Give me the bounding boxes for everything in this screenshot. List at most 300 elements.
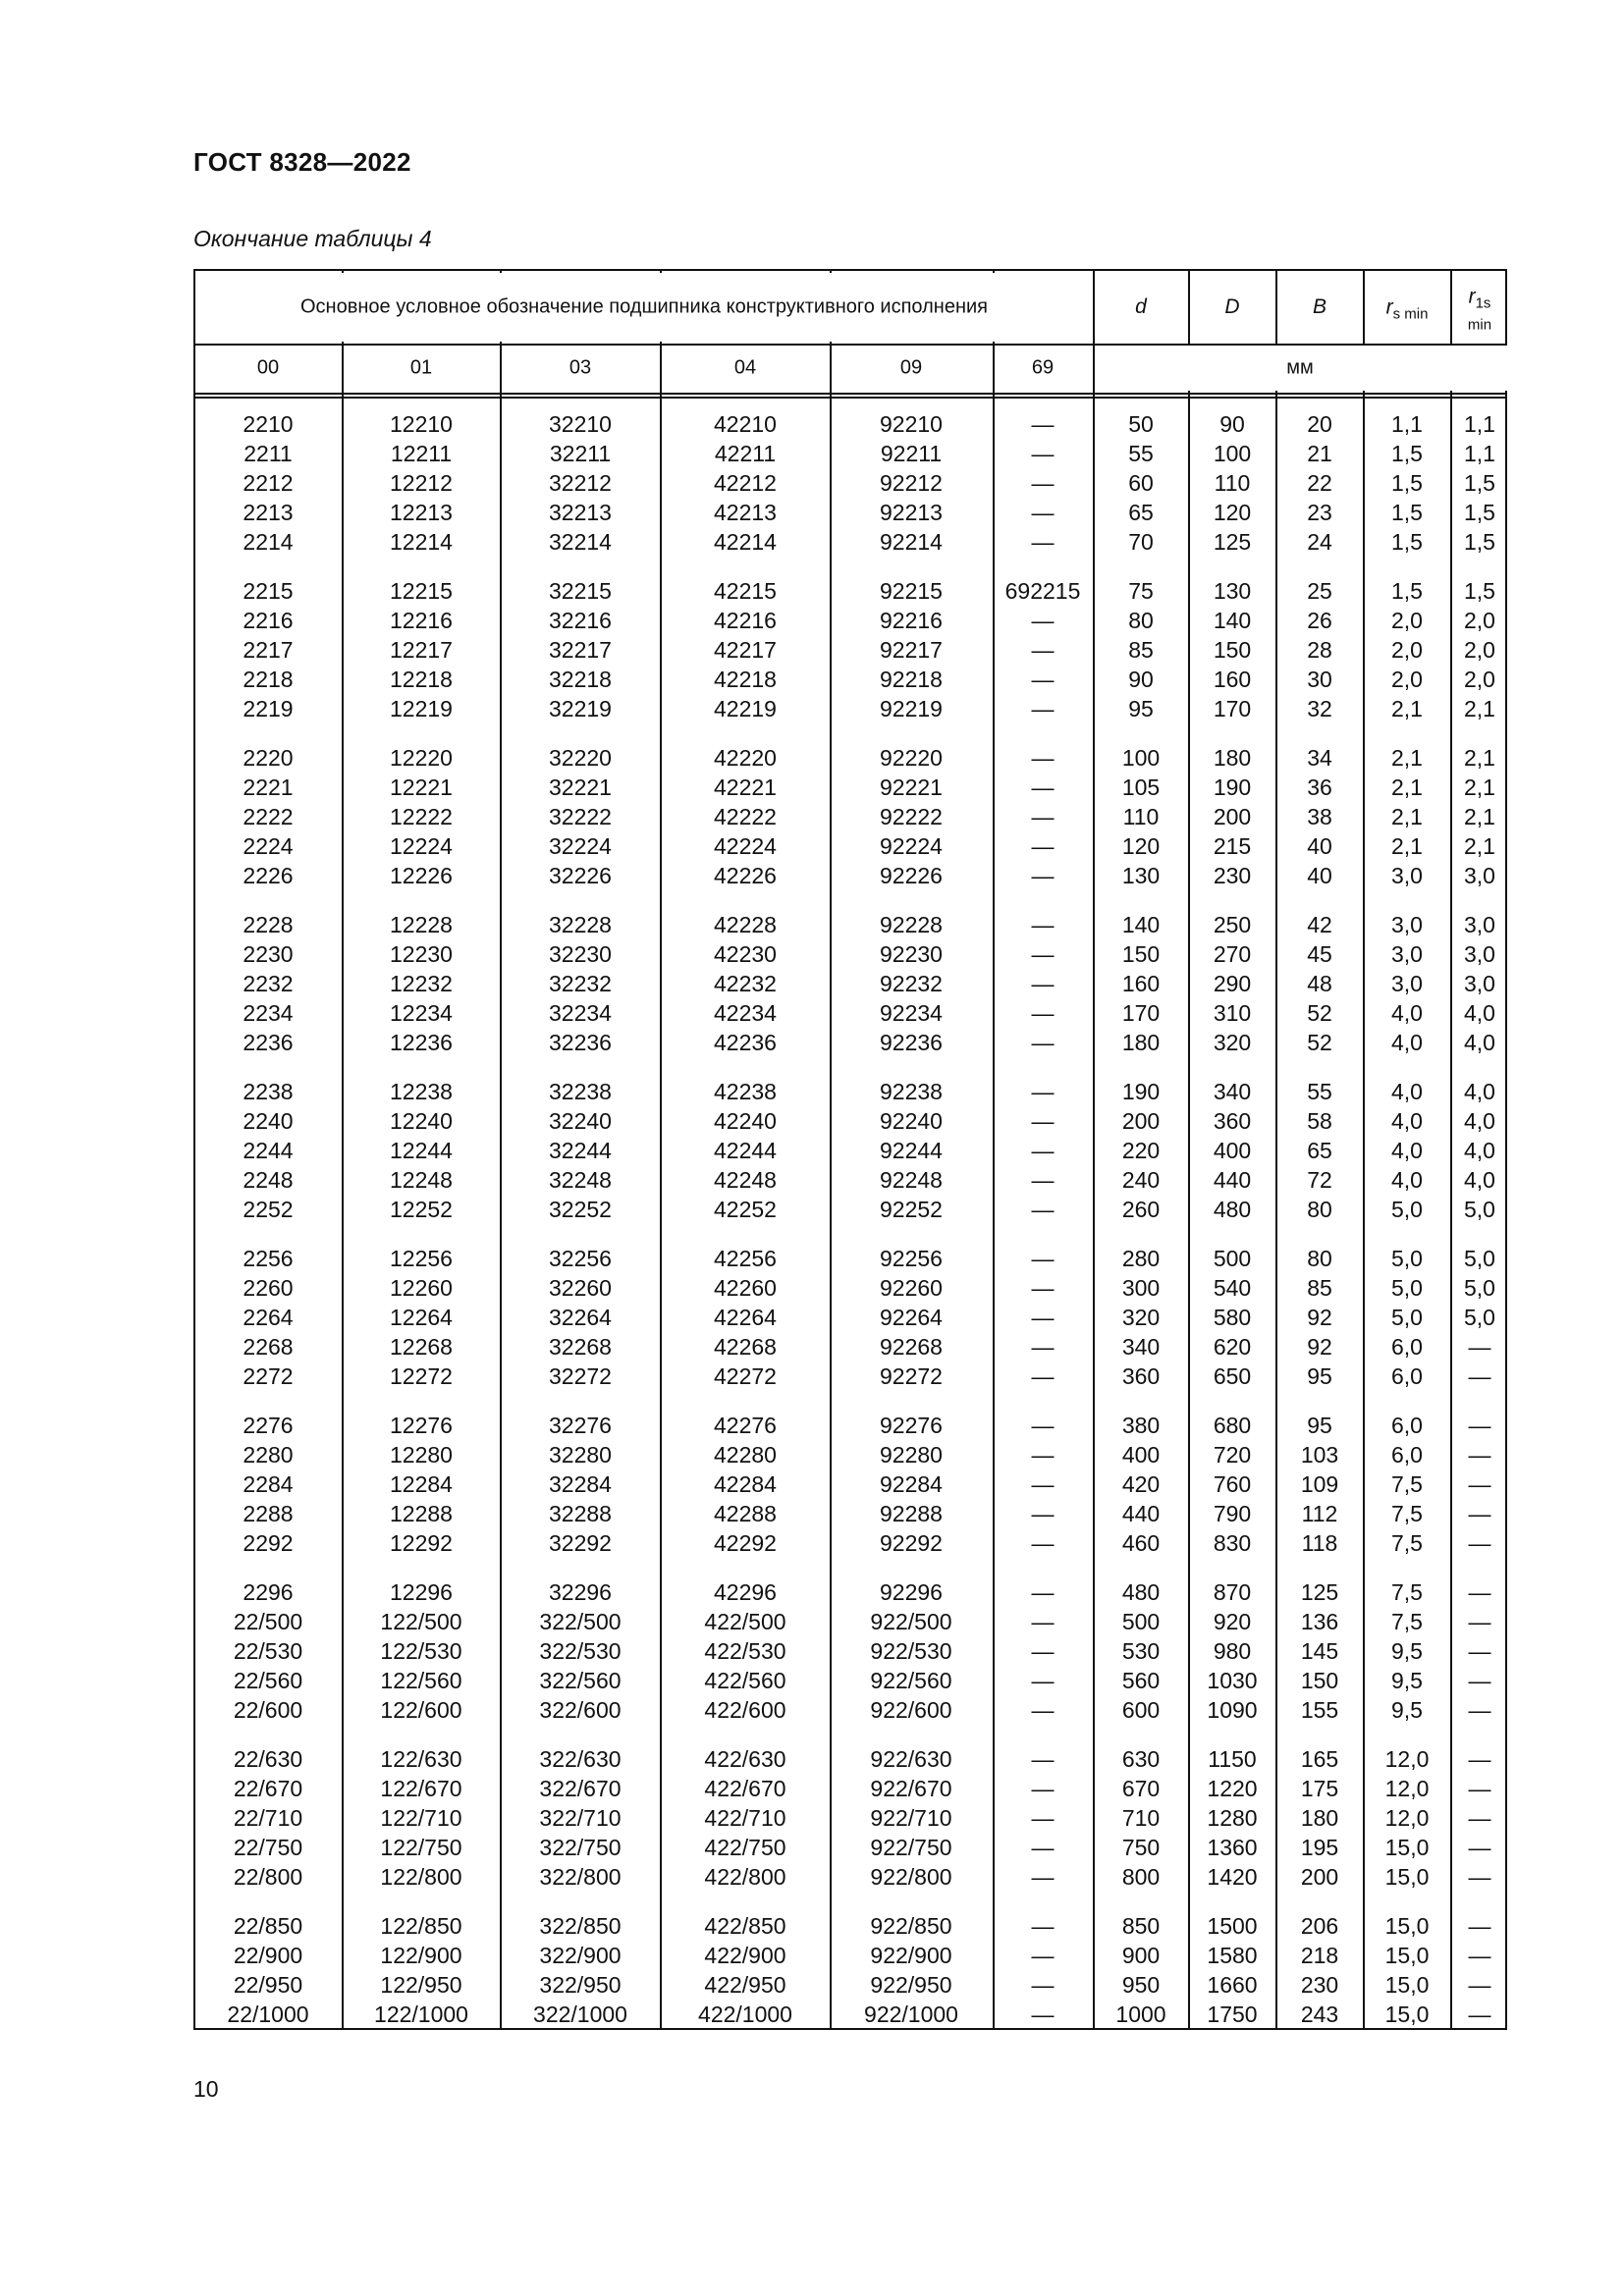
cell-c09: 922/500 bbox=[870, 1609, 952, 1634]
cell-r1s-min: 2,1 bbox=[1464, 745, 1495, 771]
cell-d: 160 bbox=[1121, 971, 1161, 996]
cell-B: 150 bbox=[1300, 1668, 1339, 1693]
table-row bbox=[195, 1106, 1505, 1136]
cell-c00: 2218 bbox=[243, 667, 294, 692]
cell-c03: 32215 bbox=[549, 578, 612, 604]
table-row bbox=[195, 2000, 1505, 2029]
cell-c04: 42244 bbox=[714, 1138, 777, 1163]
cell-D: 620 bbox=[1213, 1334, 1252, 1360]
cell-c03: 32214 bbox=[549, 529, 612, 555]
cell-c04: 42272 bbox=[714, 1363, 777, 1389]
cell-rs-min: 3,0 bbox=[1391, 941, 1423, 967]
cell-c69: — bbox=[1031, 804, 1055, 829]
cell-c03: 32210 bbox=[549, 411, 612, 437]
table-row bbox=[195, 665, 1505, 694]
cell-d: 900 bbox=[1121, 1943, 1161, 1968]
cell-d: 120 bbox=[1121, 833, 1161, 859]
cell-c09: 92211 bbox=[880, 441, 943, 466]
cell-D: 170 bbox=[1213, 696, 1252, 721]
cell-rs-min: 2,1 bbox=[1391, 774, 1423, 800]
cell-c01: 12238 bbox=[390, 1079, 453, 1104]
cell-r1s-min: 5,0 bbox=[1464, 1246, 1495, 1271]
cell-D: 140 bbox=[1213, 608, 1252, 633]
cell-d: 950 bbox=[1121, 1972, 1161, 1998]
table-row bbox=[195, 606, 1505, 635]
cell-c03: 32252 bbox=[549, 1197, 612, 1222]
cell-d: 480 bbox=[1121, 1579, 1161, 1605]
cell-B: 55 bbox=[1307, 1079, 1332, 1104]
cell-r1s-min: 1,5 bbox=[1464, 500, 1495, 525]
cell-c04: 422/600 bbox=[704, 1697, 786, 1723]
cell-c04: 42214 bbox=[714, 529, 777, 555]
cell-B: 136 bbox=[1300, 1609, 1339, 1634]
cell-c69: — bbox=[1031, 1530, 1055, 1556]
cell-d: 280 bbox=[1121, 1246, 1161, 1271]
table-row bbox=[195, 468, 1505, 498]
table-row bbox=[195, 1244, 1505, 1273]
cell-c01: 122/710 bbox=[380, 1805, 462, 1831]
cell-rs-min: 1,5 bbox=[1391, 470, 1423, 496]
cell-r1s-min: — bbox=[1468, 1609, 1491, 1634]
cell-c09: 92292 bbox=[880, 1530, 943, 1556]
cell-c00: 22/560 bbox=[233, 1668, 303, 1693]
cell-r1s-min: 3,0 bbox=[1464, 971, 1495, 996]
cell-r1s-min: — bbox=[1468, 1530, 1491, 1556]
cell-rs-min: 4,0 bbox=[1391, 1138, 1423, 1163]
cell-c00: 2248 bbox=[243, 1167, 294, 1193]
cell-c04: 422/750 bbox=[704, 1835, 786, 1860]
cell-c09: 92260 bbox=[880, 1275, 943, 1301]
cell-rs-min: 4,0 bbox=[1391, 1079, 1423, 1104]
cell-c01: 12224 bbox=[390, 833, 453, 859]
cell-B: 23 bbox=[1307, 500, 1332, 525]
cell-D: 1580 bbox=[1207, 1943, 1258, 1968]
cell-c04: 42211 bbox=[714, 441, 777, 466]
cell-B: 165 bbox=[1300, 1746, 1339, 1772]
cell-c00: 2280 bbox=[243, 1442, 294, 1468]
cell-c00: 2252 bbox=[243, 1197, 294, 1222]
cell-D: 360 bbox=[1213, 1108, 1252, 1134]
cell-c69: — bbox=[1031, 411, 1055, 437]
cell-c00: 2221 bbox=[243, 774, 294, 800]
cell-c03: 32256 bbox=[549, 1246, 612, 1271]
cell-r1s-min: 1,1 bbox=[1464, 411, 1495, 437]
cell-c01: 122/750 bbox=[380, 1835, 462, 1860]
cell-d: 85 bbox=[1128, 637, 1154, 663]
cell-c01: 122/500 bbox=[380, 1609, 462, 1634]
cell-c01: 12219 bbox=[390, 696, 453, 721]
cell-c03: 32288 bbox=[549, 1501, 612, 1526]
cell-c09: 92240 bbox=[880, 1108, 943, 1134]
cell-r1s-min: 3,0 bbox=[1464, 912, 1495, 937]
cell-c01: 12256 bbox=[390, 1246, 453, 1271]
cell-d: 800 bbox=[1121, 1864, 1161, 1890]
cell-c69: — bbox=[1031, 2002, 1055, 2027]
table-row bbox=[195, 1077, 1505, 1106]
cell-c00: 2230 bbox=[243, 941, 294, 967]
cell-c04: 422/500 bbox=[704, 1609, 786, 1634]
cell-c69: — bbox=[1031, 1079, 1055, 1104]
cell-B: 103 bbox=[1300, 1442, 1339, 1468]
table-row bbox=[195, 694, 1505, 723]
cell-c04: 42232 bbox=[714, 971, 777, 996]
cell-c00: 2210 bbox=[243, 411, 294, 437]
cell-c03: 322/750 bbox=[539, 1835, 622, 1860]
cell-c03: 32228 bbox=[549, 912, 612, 937]
dim-r1s-min-header: $r_{1s}$ bbox=[1468, 285, 1491, 312]
cell-c69: — bbox=[1031, 1943, 1055, 1968]
cell-c00: 22/530 bbox=[233, 1638, 303, 1664]
cell-rs-min: 4,0 bbox=[1391, 1030, 1423, 1055]
cell-c09: 92234 bbox=[880, 1000, 943, 1026]
table-row bbox=[195, 1636, 1505, 1666]
table-row bbox=[195, 1195, 1505, 1224]
cell-c04: 422/850 bbox=[704, 1913, 786, 1939]
cell-c01: 12230 bbox=[390, 941, 453, 967]
cell-D: 830 bbox=[1213, 1530, 1252, 1556]
cell-d: 70 bbox=[1128, 529, 1154, 555]
col-header-03: 03 bbox=[568, 356, 592, 379]
cell-rs-min: 4,0 bbox=[1391, 1167, 1423, 1193]
cell-B: 230 bbox=[1300, 1972, 1339, 1998]
units-label: мм bbox=[1286, 356, 1314, 379]
cell-rs-min: 1,5 bbox=[1391, 441, 1423, 466]
cell-c69: — bbox=[1031, 863, 1055, 888]
table-row bbox=[195, 1911, 1505, 1941]
cell-c69: — bbox=[1031, 971, 1055, 996]
cell-c01: 12217 bbox=[390, 637, 453, 663]
cell-c01: 122/850 bbox=[380, 1913, 462, 1939]
cell-r1s-min: — bbox=[1468, 1864, 1491, 1890]
cell-D: 310 bbox=[1213, 1000, 1252, 1026]
table-row bbox=[195, 1970, 1505, 2000]
cell-r1s-min: 1,1 bbox=[1464, 441, 1495, 466]
table-row bbox=[195, 1607, 1505, 1636]
cell-c04: 42219 bbox=[714, 696, 777, 721]
cell-c04: 42248 bbox=[714, 1167, 777, 1193]
table-row bbox=[195, 861, 1505, 890]
cell-c01: 12252 bbox=[390, 1197, 453, 1222]
cell-B: 180 bbox=[1300, 1805, 1339, 1831]
cell-c09: 92228 bbox=[880, 912, 943, 937]
table-row bbox=[195, 439, 1505, 468]
cell-r1s-min: — bbox=[1468, 1442, 1491, 1468]
cell-B: 58 bbox=[1307, 1108, 1332, 1134]
table-row bbox=[195, 831, 1505, 861]
cell-c00: 22/500 bbox=[233, 1609, 303, 1634]
cell-c03: 32244 bbox=[549, 1138, 612, 1163]
cell-rs-min: 15,0 bbox=[1384, 1835, 1430, 1860]
cell-rs-min: 1,5 bbox=[1391, 578, 1423, 604]
cell-c04: 42256 bbox=[714, 1246, 777, 1271]
cell-c09: 92236 bbox=[880, 1030, 943, 1055]
cell-c09: 92284 bbox=[880, 1471, 943, 1497]
cell-B: 65 bbox=[1307, 1138, 1332, 1163]
cell-r1s-min: — bbox=[1468, 1668, 1491, 1693]
cell-rs-min: 4,0 bbox=[1391, 1000, 1423, 1026]
cell-B: 36 bbox=[1307, 774, 1332, 800]
table-row bbox=[195, 1833, 1505, 1862]
cell-c04: 42221 bbox=[714, 774, 777, 800]
cell-r1s-min: 2,1 bbox=[1464, 804, 1495, 829]
cell-c69: — bbox=[1031, 667, 1055, 692]
cell-c69: — bbox=[1031, 1805, 1055, 1831]
dim-D-header: D bbox=[1224, 295, 1240, 318]
cell-c01: 12248 bbox=[390, 1167, 453, 1193]
cell-c01: 122/950 bbox=[380, 1972, 462, 1998]
cell-d: 300 bbox=[1121, 1275, 1161, 1301]
cell-c01: 12240 bbox=[390, 1108, 453, 1134]
cell-c03: 322/1000 bbox=[533, 2002, 627, 2027]
cell-c03: 32248 bbox=[549, 1167, 612, 1193]
cell-r1s-min: 2,0 bbox=[1464, 608, 1495, 633]
cell-c04: 42264 bbox=[714, 1305, 777, 1330]
col-header-04: 04 bbox=[733, 356, 757, 379]
cell-c01: 12210 bbox=[390, 411, 453, 437]
cell-D: 1030 bbox=[1207, 1668, 1258, 1693]
cell-d: 710 bbox=[1121, 1805, 1161, 1831]
table-row bbox=[195, 1577, 1505, 1607]
cell-c00: 22/850 bbox=[233, 1913, 303, 1939]
table-row bbox=[195, 1695, 1505, 1725]
cell-c09: 92252 bbox=[880, 1197, 943, 1222]
cell-D: 720 bbox=[1213, 1442, 1252, 1468]
cell-rs-min: 7,5 bbox=[1391, 1530, 1423, 1556]
header-rule bbox=[195, 393, 1505, 395]
cell-c04: 42218 bbox=[714, 667, 777, 692]
cell-c01: 122/900 bbox=[380, 1943, 462, 1968]
cell-rs-min: 3,0 bbox=[1391, 912, 1423, 937]
cell-c00: 2217 bbox=[243, 637, 294, 663]
cell-D: 180 bbox=[1213, 745, 1252, 771]
cell-r1s-min: 5,0 bbox=[1464, 1275, 1495, 1301]
cell-c00: 2234 bbox=[243, 1000, 294, 1026]
cell-r1s-min: — bbox=[1468, 1471, 1491, 1497]
cell-d: 80 bbox=[1128, 608, 1154, 633]
cell-c69: — bbox=[1031, 1108, 1055, 1134]
cell-c03: 32272 bbox=[549, 1363, 612, 1389]
cell-c04: 42230 bbox=[714, 941, 777, 967]
cell-c00: 2224 bbox=[243, 833, 294, 859]
cell-rs-min: 7,5 bbox=[1391, 1579, 1423, 1605]
cell-c04: 42236 bbox=[714, 1030, 777, 1055]
cell-c04: 42210 bbox=[714, 411, 777, 437]
cell-c00: 2256 bbox=[243, 1246, 294, 1271]
cell-r1s-min: — bbox=[1468, 1413, 1491, 1438]
dim-r1s-min-subscript: min bbox=[1467, 316, 1492, 334]
cell-rs-min: 6,0 bbox=[1391, 1334, 1423, 1360]
cell-rs-min: 3,0 bbox=[1391, 863, 1423, 888]
table-row bbox=[195, 1303, 1505, 1332]
cell-c09: 922/1000 bbox=[864, 2002, 958, 2027]
table-row bbox=[195, 1469, 1505, 1499]
cell-c09: 922/950 bbox=[870, 1972, 952, 1998]
cell-c04: 422/630 bbox=[704, 1746, 786, 1772]
cell-c00: 2284 bbox=[243, 1471, 294, 1497]
cell-B: 26 bbox=[1307, 608, 1332, 633]
cell-c04: 42280 bbox=[714, 1442, 777, 1468]
cell-c03: 32224 bbox=[549, 833, 612, 859]
cell-c69: — bbox=[1031, 696, 1055, 721]
cell-d: 670 bbox=[1121, 1776, 1161, 1801]
cell-c01: 122/670 bbox=[380, 1776, 462, 1801]
cell-c69: — bbox=[1031, 1000, 1055, 1026]
cell-c69: — bbox=[1031, 912, 1055, 937]
cell-c01: 12220 bbox=[390, 745, 453, 771]
cell-B: 22 bbox=[1307, 470, 1332, 496]
cell-c01: 12234 bbox=[390, 1000, 453, 1026]
table-row bbox=[195, 743, 1505, 773]
cell-B: 112 bbox=[1301, 1501, 1338, 1526]
cell-r1s-min: 4,0 bbox=[1464, 1000, 1495, 1026]
cell-r1s-min: — bbox=[1468, 1776, 1491, 1801]
cell-c04: 42224 bbox=[714, 833, 777, 859]
cell-c09: 92215 bbox=[880, 578, 943, 604]
cell-D: 160 bbox=[1213, 667, 1252, 692]
cell-D: 1090 bbox=[1207, 1697, 1258, 1723]
cell-D: 1360 bbox=[1207, 1835, 1258, 1860]
bearing-table bbox=[193, 269, 1507, 2030]
col-header-69: 69 bbox=[1031, 356, 1055, 379]
table-row bbox=[195, 1862, 1505, 1892]
cell-c09: 92248 bbox=[880, 1167, 943, 1193]
cell-c69: — bbox=[1031, 1864, 1055, 1890]
cell-c03: 32240 bbox=[549, 1108, 612, 1134]
cell-c03: 322/670 bbox=[539, 1776, 622, 1801]
table-row bbox=[195, 1332, 1505, 1362]
cell-c03: 32296 bbox=[549, 1579, 612, 1605]
cell-c09: 922/560 bbox=[870, 1668, 952, 1693]
table-row bbox=[195, 1528, 1505, 1558]
cell-D: 440 bbox=[1213, 1167, 1252, 1193]
cell-c00: 2238 bbox=[243, 1079, 294, 1104]
cell-c04: 422/670 bbox=[704, 1776, 786, 1801]
cell-c00: 2232 bbox=[243, 971, 294, 996]
cell-c00: 2276 bbox=[243, 1413, 294, 1438]
cell-c01: 122/530 bbox=[380, 1638, 462, 1664]
cell-c69: — bbox=[1031, 1413, 1055, 1438]
cell-B: 243 bbox=[1300, 2002, 1339, 2027]
cell-c03: 32280 bbox=[549, 1442, 612, 1468]
cell-d: 150 bbox=[1121, 941, 1161, 967]
cell-c09: 92230 bbox=[880, 941, 943, 967]
table-row bbox=[195, 910, 1505, 939]
cell-B: 80 bbox=[1307, 1197, 1332, 1222]
cell-c09: 92218 bbox=[880, 667, 943, 692]
cell-c03: 322/900 bbox=[539, 1943, 622, 1968]
cell-c09: 922/670 bbox=[870, 1776, 952, 1801]
cell-r1s-min: 4,0 bbox=[1464, 1030, 1495, 1055]
cell-c69: — bbox=[1031, 745, 1055, 771]
cell-d: 260 bbox=[1121, 1197, 1161, 1222]
cell-c03: 32212 bbox=[549, 470, 612, 496]
cell-B: 109 bbox=[1300, 1471, 1339, 1497]
cell-D: 100 bbox=[1213, 441, 1252, 466]
cell-c69: — bbox=[1031, 441, 1055, 466]
cell-D: 540 bbox=[1213, 1275, 1252, 1301]
cell-c09: 92238 bbox=[880, 1079, 943, 1104]
cell-d: 420 bbox=[1121, 1471, 1161, 1497]
cell-B: 175 bbox=[1300, 1776, 1339, 1801]
cell-D: 250 bbox=[1213, 912, 1252, 937]
cell-d: 630 bbox=[1121, 1746, 1161, 1772]
cell-B: 72 bbox=[1307, 1167, 1332, 1193]
cell-c03: 32264 bbox=[549, 1305, 612, 1330]
cell-D: 650 bbox=[1213, 1363, 1252, 1389]
cell-D: 125 bbox=[1213, 529, 1252, 555]
cell-c09: 92214 bbox=[880, 529, 943, 555]
cell-c09: 92220 bbox=[880, 745, 943, 771]
cell-c04: 42268 bbox=[714, 1334, 777, 1360]
cell-c69: — bbox=[1031, 1197, 1055, 1222]
cell-c03: 32236 bbox=[549, 1030, 612, 1055]
table-row bbox=[195, 1362, 1505, 1391]
cell-B: 48 bbox=[1307, 971, 1332, 996]
cell-c01: 12276 bbox=[390, 1413, 453, 1438]
cell-c69: — bbox=[1031, 1334, 1055, 1360]
cell-c01: 12280 bbox=[390, 1442, 453, 1468]
cell-c01: 12284 bbox=[390, 1471, 453, 1497]
cell-c01: 12296 bbox=[390, 1579, 453, 1605]
cell-c04: 42260 bbox=[714, 1275, 777, 1301]
cell-c03: 32217 bbox=[549, 637, 612, 663]
dim-d-header: d bbox=[1135, 295, 1147, 318]
cell-c09: 92222 bbox=[880, 804, 943, 829]
cell-rs-min: 7,5 bbox=[1391, 1471, 1423, 1497]
cell-D: 340 bbox=[1213, 1079, 1252, 1104]
cell-c03: 32220 bbox=[549, 745, 612, 771]
cell-c04: 422/560 bbox=[704, 1668, 786, 1693]
table-row bbox=[195, 498, 1505, 527]
cell-c03: 32219 bbox=[549, 696, 612, 721]
cell-D: 920 bbox=[1213, 1609, 1252, 1634]
cell-rs-min: 6,0 bbox=[1391, 1363, 1423, 1389]
cell-c69: — bbox=[1031, 1442, 1055, 1468]
cell-c01: 12244 bbox=[390, 1138, 453, 1163]
cell-c09: 92256 bbox=[880, 1246, 943, 1271]
cell-D: 760 bbox=[1213, 1471, 1252, 1497]
cell-d: 400 bbox=[1121, 1442, 1161, 1468]
cell-c04: 422/950 bbox=[704, 1972, 786, 1998]
cell-c00: 2214 bbox=[243, 529, 294, 555]
cell-c01: 12228 bbox=[390, 912, 453, 937]
cell-B: 95 bbox=[1307, 1363, 1332, 1389]
cell-D: 150 bbox=[1213, 637, 1252, 663]
cell-r1s-min: 5,0 bbox=[1464, 1197, 1495, 1222]
table-row bbox=[195, 1165, 1505, 1195]
cell-c04: 42215 bbox=[714, 578, 777, 604]
cell-D: 1750 bbox=[1207, 2002, 1258, 2027]
cell-c69: — bbox=[1031, 1609, 1055, 1634]
cell-c04: 42234 bbox=[714, 1000, 777, 1026]
cell-B: 92 bbox=[1307, 1305, 1332, 1330]
cell-c00: 2228 bbox=[243, 912, 294, 937]
cell-c00: 2260 bbox=[243, 1275, 294, 1301]
cell-c04: 422/710 bbox=[704, 1805, 786, 1831]
cell-c04: 42292 bbox=[714, 1530, 777, 1556]
cell-rs-min: 2,0 bbox=[1391, 667, 1423, 692]
cell-rs-min: 12,0 bbox=[1384, 1746, 1430, 1772]
cell-d: 55 bbox=[1128, 441, 1154, 466]
cell-d: 65 bbox=[1128, 500, 1154, 525]
cell-c00: 2212 bbox=[243, 470, 294, 496]
cell-B: 42 bbox=[1307, 912, 1332, 937]
cell-c01: 122/1000 bbox=[374, 2002, 468, 2027]
cell-r1s-min: 4,0 bbox=[1464, 1079, 1495, 1104]
cell-c00: 2236 bbox=[243, 1030, 294, 1055]
cell-B: 38 bbox=[1307, 804, 1332, 829]
cell-c04: 42240 bbox=[714, 1108, 777, 1134]
